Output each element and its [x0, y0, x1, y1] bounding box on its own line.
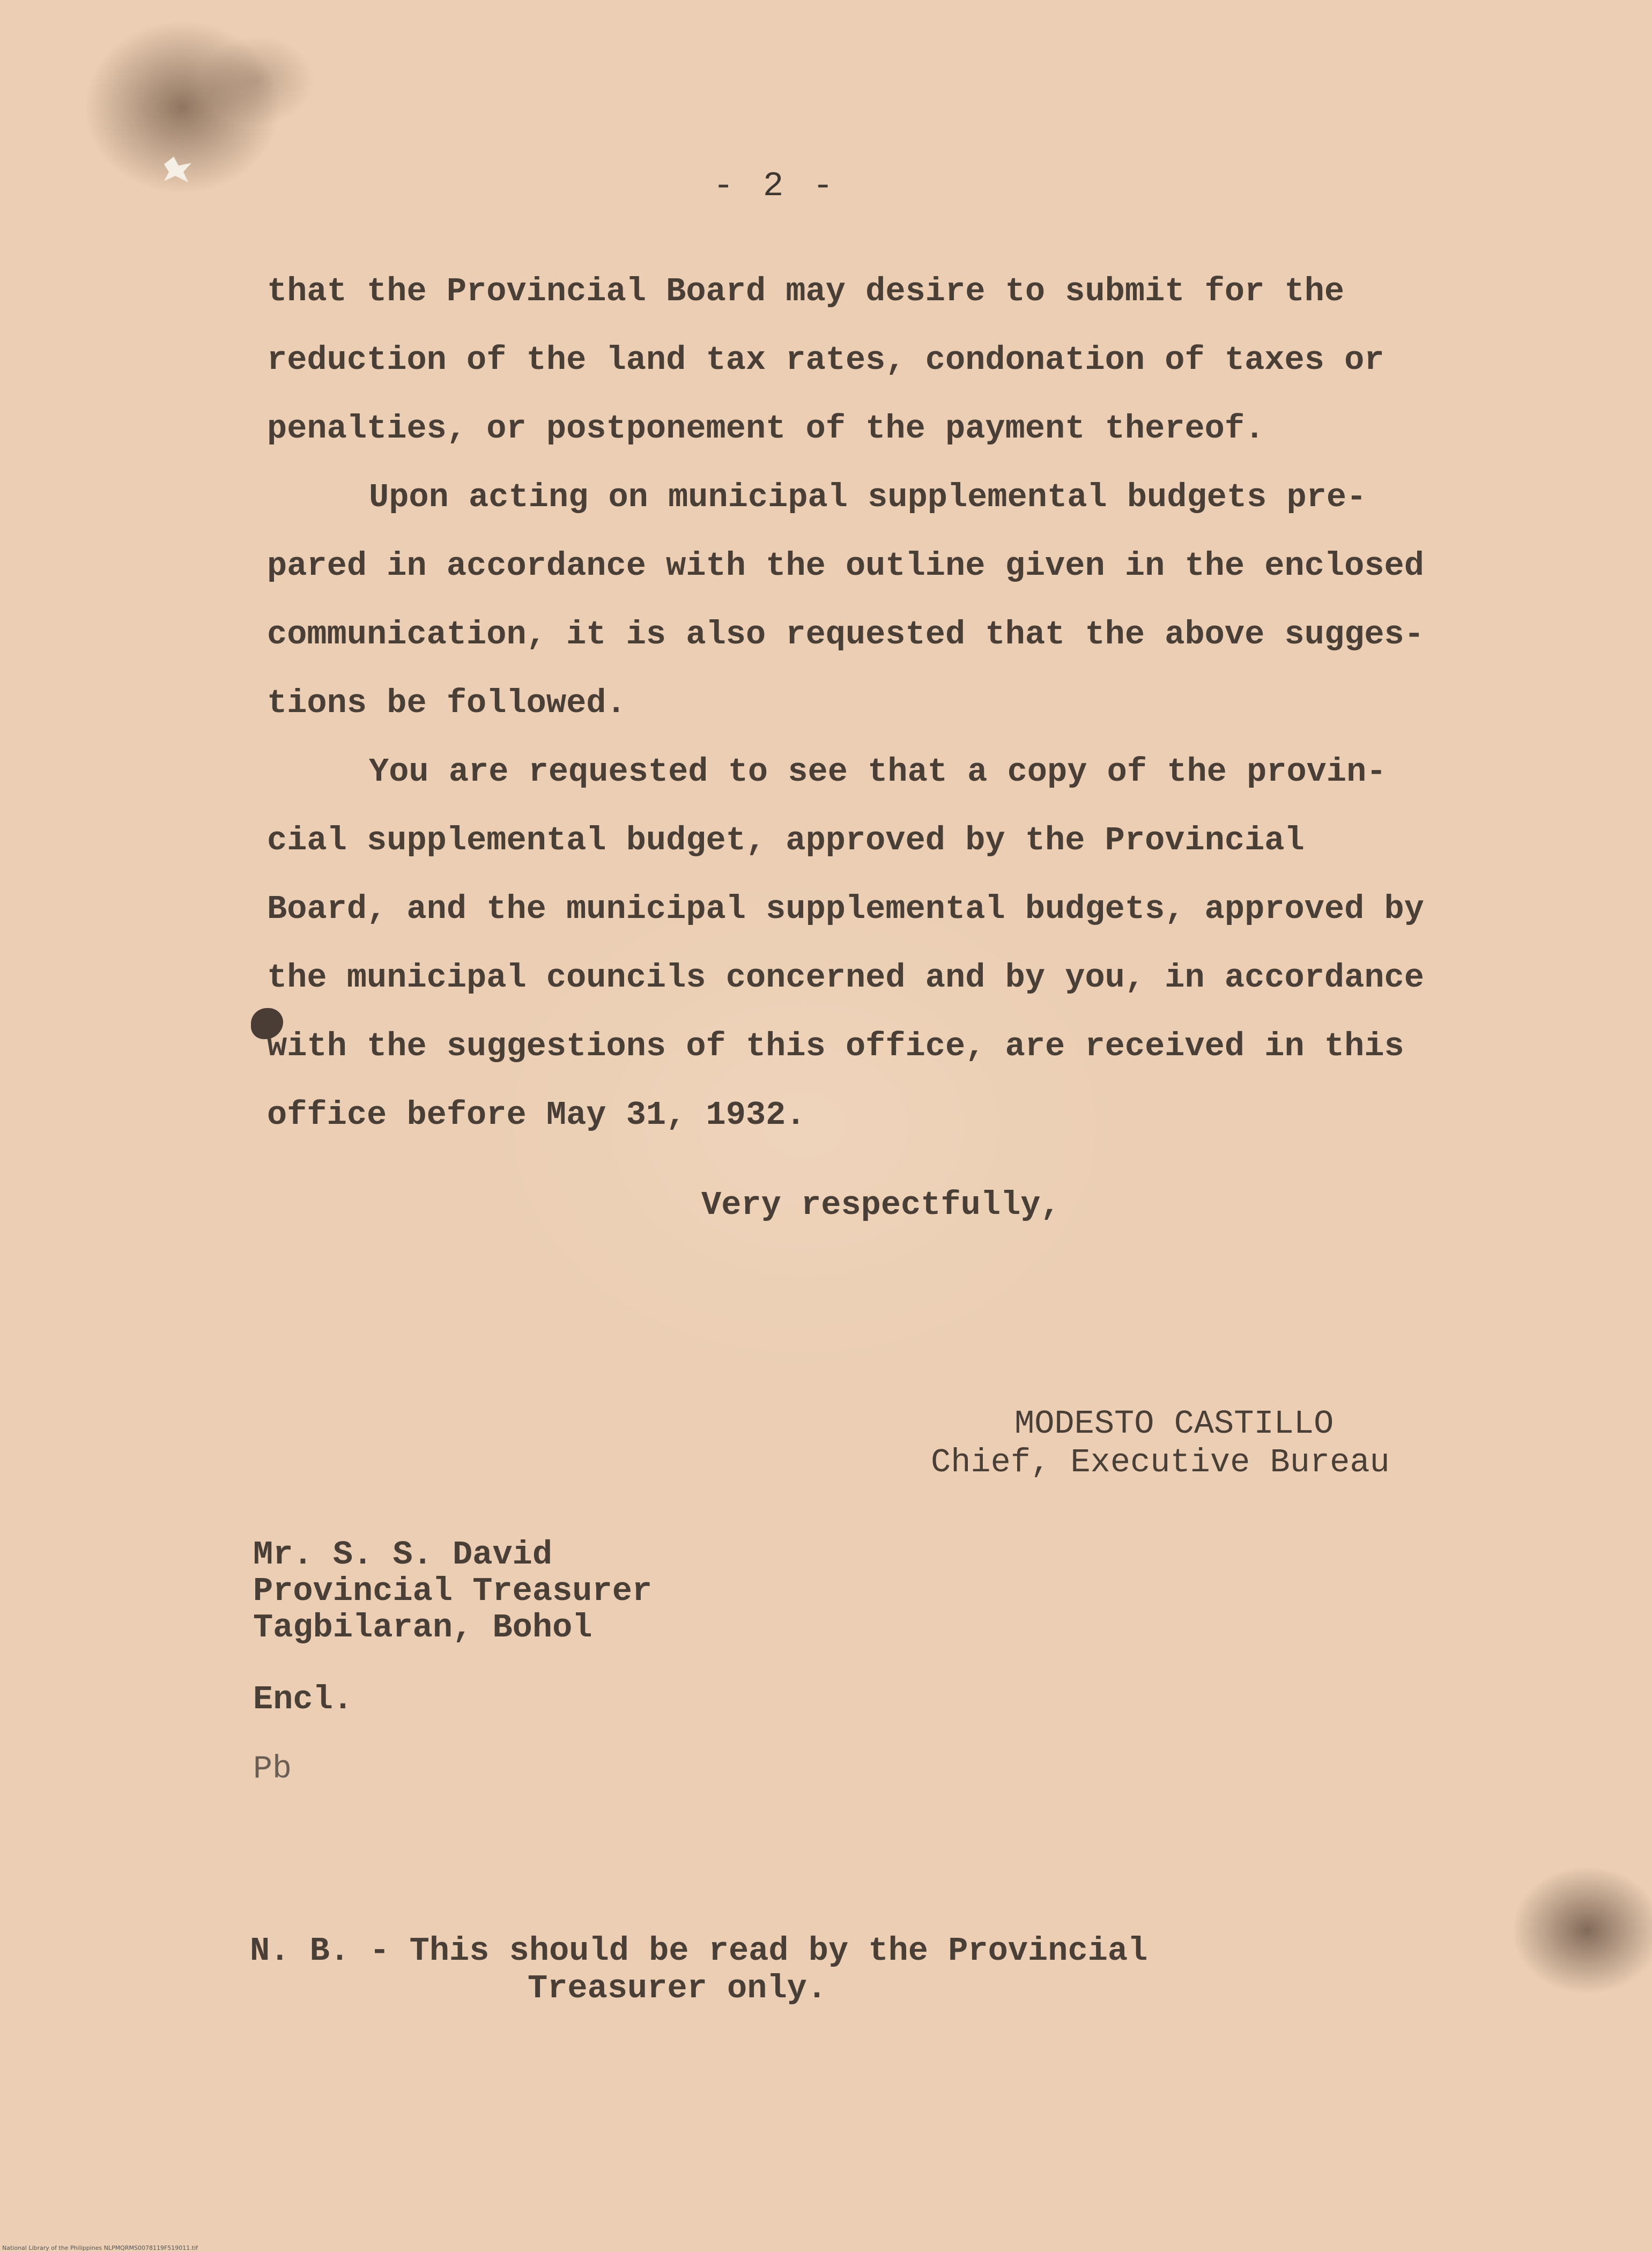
body-line: cial supplemental budget, approved by the Provincial [267, 821, 1305, 860]
letter-body [267, 257, 1500, 1150]
addressee-position: Provincial Treasurer [253, 1572, 653, 1610]
body-line: penalties, or postponement of the payment thereof. [267, 410, 1265, 448]
page-number: - 2 - [713, 167, 838, 206]
body-line: communication, it is also requested that the above sugges- [267, 616, 1424, 654]
body-line: Upon acting on municipal supplemental budgets pre- [369, 478, 1367, 516]
signatory-name: MODESTO CASTILLO [1014, 1405, 1334, 1443]
archive-footer: National Library of the Philippines NLPMQRMS0078119F519011.tif [2, 2244, 198, 2251]
signatory-title: Chief, Executive Bureau [931, 1443, 1390, 1481]
addressee-location: Tagbilaran, Bohol [253, 1609, 592, 1647]
body-line: reduction of the land tax rates, condonation of taxes or [267, 341, 1384, 379]
nota-bene-line: Treasurer only. [528, 1969, 827, 2007]
nota-bene [250, 1932, 1147, 2007]
nota-bene-line: N. B. - This should be read by the Provincial [250, 1932, 1148, 1970]
addressee-block [253, 1537, 652, 1646]
body-line: tions be followed. [267, 684, 626, 722]
body-line: that the Provincial Board may desire to submit for the [267, 272, 1345, 310]
body-line: office before May 31, 1932. [267, 1096, 806, 1134]
enclosure-note: Encl. [253, 1680, 353, 1718]
typist-initials: Pb [253, 1751, 292, 1788]
body-line: Board, and the municipal supplemental budgets, approved by [267, 890, 1424, 928]
body-line: pared in accordance with the outline given in the enclosed [267, 547, 1424, 585]
closing-salutation: Very respectfully, [701, 1186, 1061, 1224]
addressee-name: Mr. S. S. David [253, 1536, 553, 1574]
body-line: with the suggestions of this office, are received in this [267, 1027, 1404, 1065]
body-line: You are requested to see that a copy of the provin- [369, 753, 1387, 791]
body-line: the municipal councils concerned and by you, in accordance [267, 959, 1424, 997]
